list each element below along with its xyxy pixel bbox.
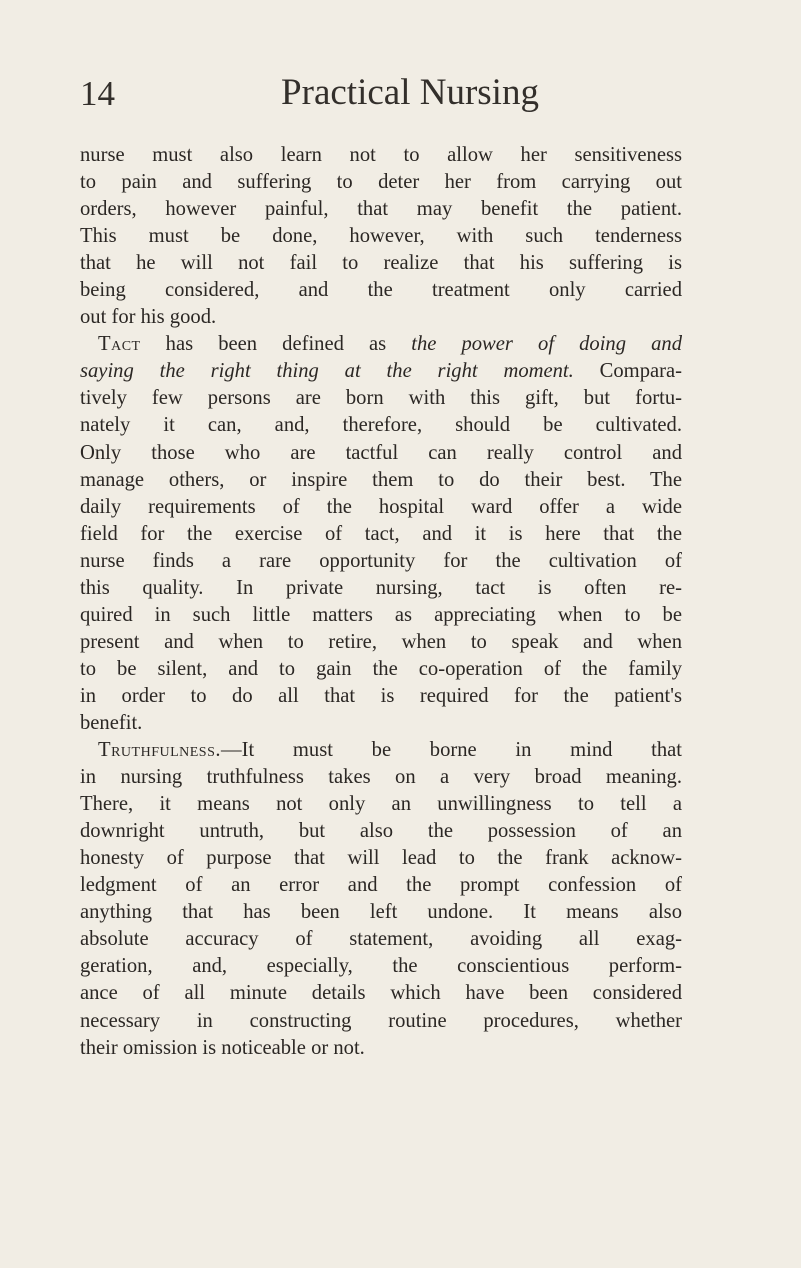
text-run: —It must be borne in mind that [221,739,682,762]
page-header [80,72,720,122]
text-line: There, it means not only an unwillingness to tell a [80,793,682,816]
text-line: necessary in constructing routine procedures, whether [80,1009,682,1032]
text-line: honesty of purpose that will lead to the frank acknow- [80,847,682,870]
text-line: tively few persons are born with this gift, but fortu- [80,387,682,410]
text-run: Compara- [573,360,682,383]
section-lead-truthfulness: Truthfulness. [98,739,222,762]
text-line: ledgment of an error and the prompt confession of [80,874,682,897]
text-line: absolute accuracy of statement, avoiding all exag- [80,928,682,951]
paragraph-sensitiveness [80,142,682,331]
text-line [80,358,682,385]
text-line: to be silent, and to gain the co-operation of the family [80,657,682,680]
text-line: present and when to retire, when to speak and when [80,630,682,653]
text-line: nurse finds a rare opportunity for the cultivation of [80,549,682,572]
text-line: manage others, or inspire them to do their best. The [80,468,682,491]
text-line: This must be done, however, with such tenderness [80,225,682,248]
text-line: geration, and, especially, the conscientious perform- [80,955,682,978]
text-run: has been defined as [140,333,412,356]
text-line: being considered, and the treatment only carried [80,279,682,302]
text-line: nurse must also learn not to allow her sensitiveness [80,144,682,166]
section-lead-tact: Tact [98,333,141,356]
text-line: field for the exercise of tact, and it is here that the [80,522,682,545]
text-line: this quality. In private nursing, tact is often re- [80,576,682,599]
paragraph-tact [80,331,682,737]
definition-italic: the power of doing and [411,333,682,356]
page-number: 14 [80,74,115,113]
text-line: ance of all minute details which have been considered [80,982,682,1005]
text-line: Only those who are tactful can really control and [80,441,682,464]
paragraph-truthfulness [80,737,682,1062]
text-line: that he will not fail to realize that his suffering is [80,252,682,275]
text-line: benefit. [80,711,143,734]
text-line: daily requirements of the hospital ward offer a wide [80,495,682,518]
running-head: Practical Nursing [281,72,539,113]
text-line [80,737,682,764]
body-text [80,142,682,1062]
text-line: quired in such little matters as appreciating when to be [80,603,682,626]
text-line [80,331,682,358]
text-line: their omission is noticeable or not. [80,1036,365,1059]
text-line: in order to do all that is required for the patient's [80,684,682,707]
text-line: anything that has been left undone. It means also [80,901,682,924]
text-line: in nursing truthfulness takes on a very broad meaning. [80,766,682,789]
text-line: orders, however painful, that may benefit the patient. [80,198,682,221]
text-line: nately it can, and, therefore, should be cultivated. [80,414,682,437]
text-line: out for his good. [80,306,217,329]
definition-italic: saying the right thing at the right moment. [80,360,574,383]
text-line: downright untruth, but also the possession of an [80,820,682,843]
text-line: to pain and suffering to deter her from carrying out [80,171,682,194]
